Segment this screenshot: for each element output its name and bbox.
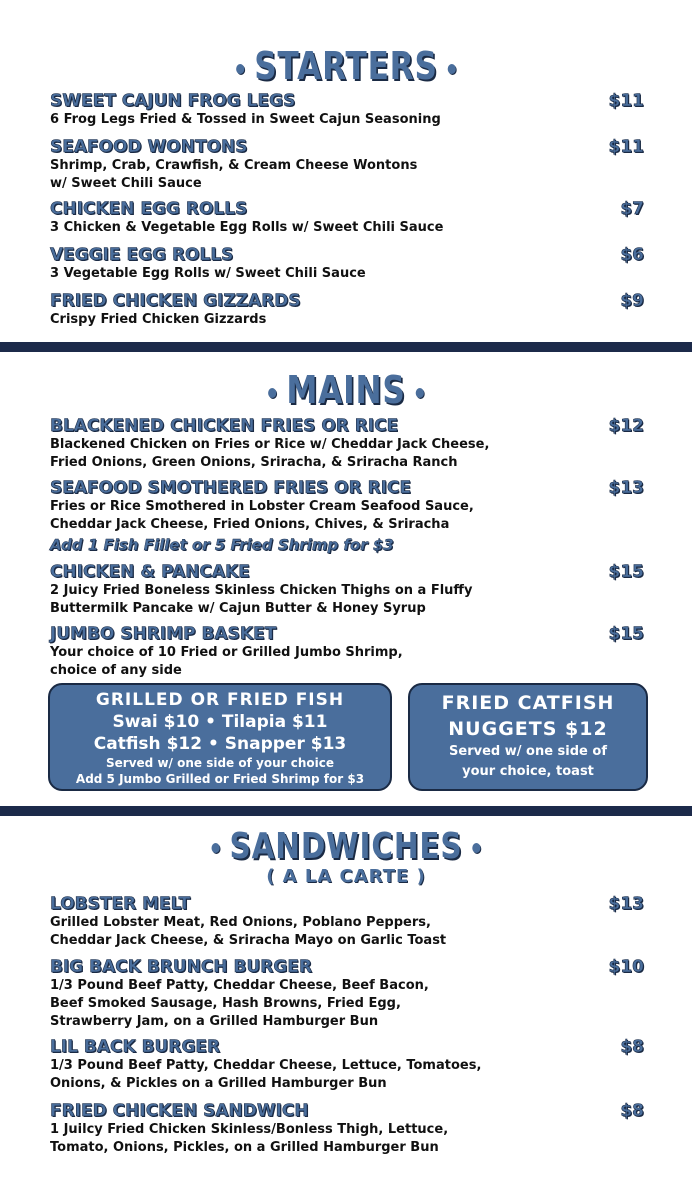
item-name: JUMBO SHRIMP BASKET	[50, 624, 277, 644]
item-price: $10	[608, 957, 644, 977]
item-description: 1 Juilcy Fried Chicken Skinless/Bonless Thigh, Lettuce, Tomato, Onions, Pickles, on a Grilled Hamburger Bun	[50, 1122, 449, 1155]
fish-box-side-note: Served w/ one side of your choice	[106, 756, 334, 770]
item-price: $7	[620, 199, 644, 219]
item-price: $15	[608, 562, 644, 582]
catfish-nuggets-box	[408, 683, 648, 791]
menu-item	[50, 894, 644, 950]
menu-item	[50, 1101, 644, 1157]
mains-heading	[62, 368, 629, 412]
fish-box-prices-1: Swai $10 • Tilapia $11	[112, 712, 328, 732]
bullet-dot-icon	[236, 64, 244, 74]
menu-item	[50, 957, 644, 1031]
item-name: LIL BACK BURGER	[50, 1037, 221, 1057]
item-name: VEGGIE EGG ROLLS	[50, 245, 234, 265]
item-name: FRIED CHICKEN GIZZARDS	[50, 291, 301, 311]
menu-item	[50, 562, 644, 618]
item-price: $8	[620, 1037, 644, 1057]
fish-box-add-on-note: Add 5 Jumbo Grilled or Fried Shrimp for $3	[75, 772, 365, 786]
item-price: $13	[608, 478, 644, 498]
menu-item	[50, 416, 644, 472]
item-description: Grilled Lobster Meat, Red Onions, Poblano Peppers, Cheddar Jack Cheese, & Sriracha Mayo on Garlic Toast	[50, 915, 447, 948]
bullet-dot-icon	[472, 843, 480, 853]
item-price: $12	[608, 416, 644, 436]
menu-item	[50, 1037, 644, 1093]
catfish-box-price: NUGGETS $12	[448, 718, 608, 740]
item-name: LOBSTER MELT	[50, 894, 191, 914]
sandwiches-title: SANDWICHES	[229, 826, 463, 867]
bullet-dot-icon	[448, 64, 456, 74]
mains-title: MAINS	[286, 368, 406, 412]
catfish-box-title: FRIED CATFISH	[441, 692, 615, 714]
item-price: $13	[608, 894, 644, 914]
menu-item	[50, 291, 644, 329]
item-price: $15	[608, 624, 644, 644]
item-description: 2 Juicy Fried Boneless Skinless Chicken Thighs on a Fluffy Buttermilk Pancake w/ Cajun Butter & Honey Syrup	[50, 583, 473, 616]
menu-item	[50, 478, 644, 556]
menu-item	[50, 91, 644, 129]
bullet-dot-icon	[212, 843, 220, 853]
item-description: 1/3 Pound Beef Patty, Cheddar Cheese, Lettuce, Tomatoes, Onions, & Pickles on a Grilled Hamburger Bun	[50, 1058, 482, 1091]
item-description: Shrimp, Crab, Crawfish, & Cream Cheese Wontons w/ Sweet Chili Sauce	[50, 158, 418, 191]
section-divider	[0, 806, 692, 816]
item-description: Blackened Chicken on Fries or Rice w/ Cheddar Jack Cheese, Fried Onions, Green Onions, Sriracha, & Sriracha Ranch	[50, 437, 490, 470]
item-name: FRIED CHICKEN SANDWICH	[50, 1101, 309, 1121]
fish-special-box	[48, 683, 392, 791]
item-description: 3 Chicken & Vegetable Egg Rolls w/ Sweet Chili Sauce	[50, 220, 444, 235]
item-name: CHICKEN EGG ROLLS	[50, 199, 248, 219]
item-name: BIG BACK BRUNCH BURGER	[50, 957, 313, 977]
bullet-dot-icon	[416, 388, 424, 398]
menu-item	[50, 245, 644, 283]
starters-heading	[62, 44, 629, 88]
item-price: $8	[620, 1101, 644, 1121]
catfish-box-note-2: your choice, toast	[462, 764, 594, 779]
menu-item	[50, 137, 644, 193]
menu-item	[50, 624, 644, 680]
item-description: 6 Frog Legs Fried & Tossed in Sweet Cajun Seasoning	[50, 112, 441, 127]
item-name: SEAFOOD WONTONS	[50, 137, 248, 157]
item-description: 3 Vegetable Egg Rolls w/ Sweet Chili Sauce	[50, 266, 366, 281]
item-name: SWEET CAJUN FROG LEGS	[50, 91, 296, 111]
fish-box-prices-2: Catfish $12 • Snapper $13	[93, 734, 347, 754]
catfish-box-note-1: Served w/ one side of	[449, 744, 607, 759]
item-price: $11	[608, 137, 644, 157]
menu-item	[50, 199, 644, 237]
starters-title: STARTERS	[254, 44, 438, 88]
item-description: Your choice of 10 Fried or Grilled Jumbo Shrimp, choice of any side	[50, 645, 403, 678]
fish-box-title: GRILLED OR FRIED FISH	[95, 690, 345, 710]
sandwiches-subtitle: ( A LA CARTE )	[266, 866, 426, 887]
sandwiches-heading	[62, 826, 629, 867]
bullet-dot-icon	[268, 388, 276, 398]
item-price: $11	[608, 91, 644, 111]
item-price: $9	[620, 291, 644, 311]
item-price: $6	[620, 245, 644, 265]
item-description: Crispy Fried Chicken Gizzards	[50, 312, 267, 327]
item-name: SEAFOOD SMOTHERED FRIES OR RICE	[50, 478, 412, 498]
item-description: Fries or Rice Smothered in Lobster Cream Seafood Sauce, Cheddar Jack Cheese, Fried Onions, Chives, & Sriracha	[50, 499, 474, 532]
section-divider	[0, 342, 692, 352]
item-add-on-note: Add 1 Fish Fillet or 5 Fried Shrimp for $3	[50, 536, 394, 554]
item-name: CHICKEN & PANCAKE	[50, 562, 250, 582]
item-description: 1/3 Pound Beef Patty, Cheddar Cheese, Beef Bacon, Beef Smoked Sausage, Hash Browns, Fried Egg, Strawberry Jam, on a Grilled Hamburger Bun	[50, 978, 429, 1029]
item-name: BLACKENED CHICKEN FRIES OR RICE	[50, 416, 399, 436]
